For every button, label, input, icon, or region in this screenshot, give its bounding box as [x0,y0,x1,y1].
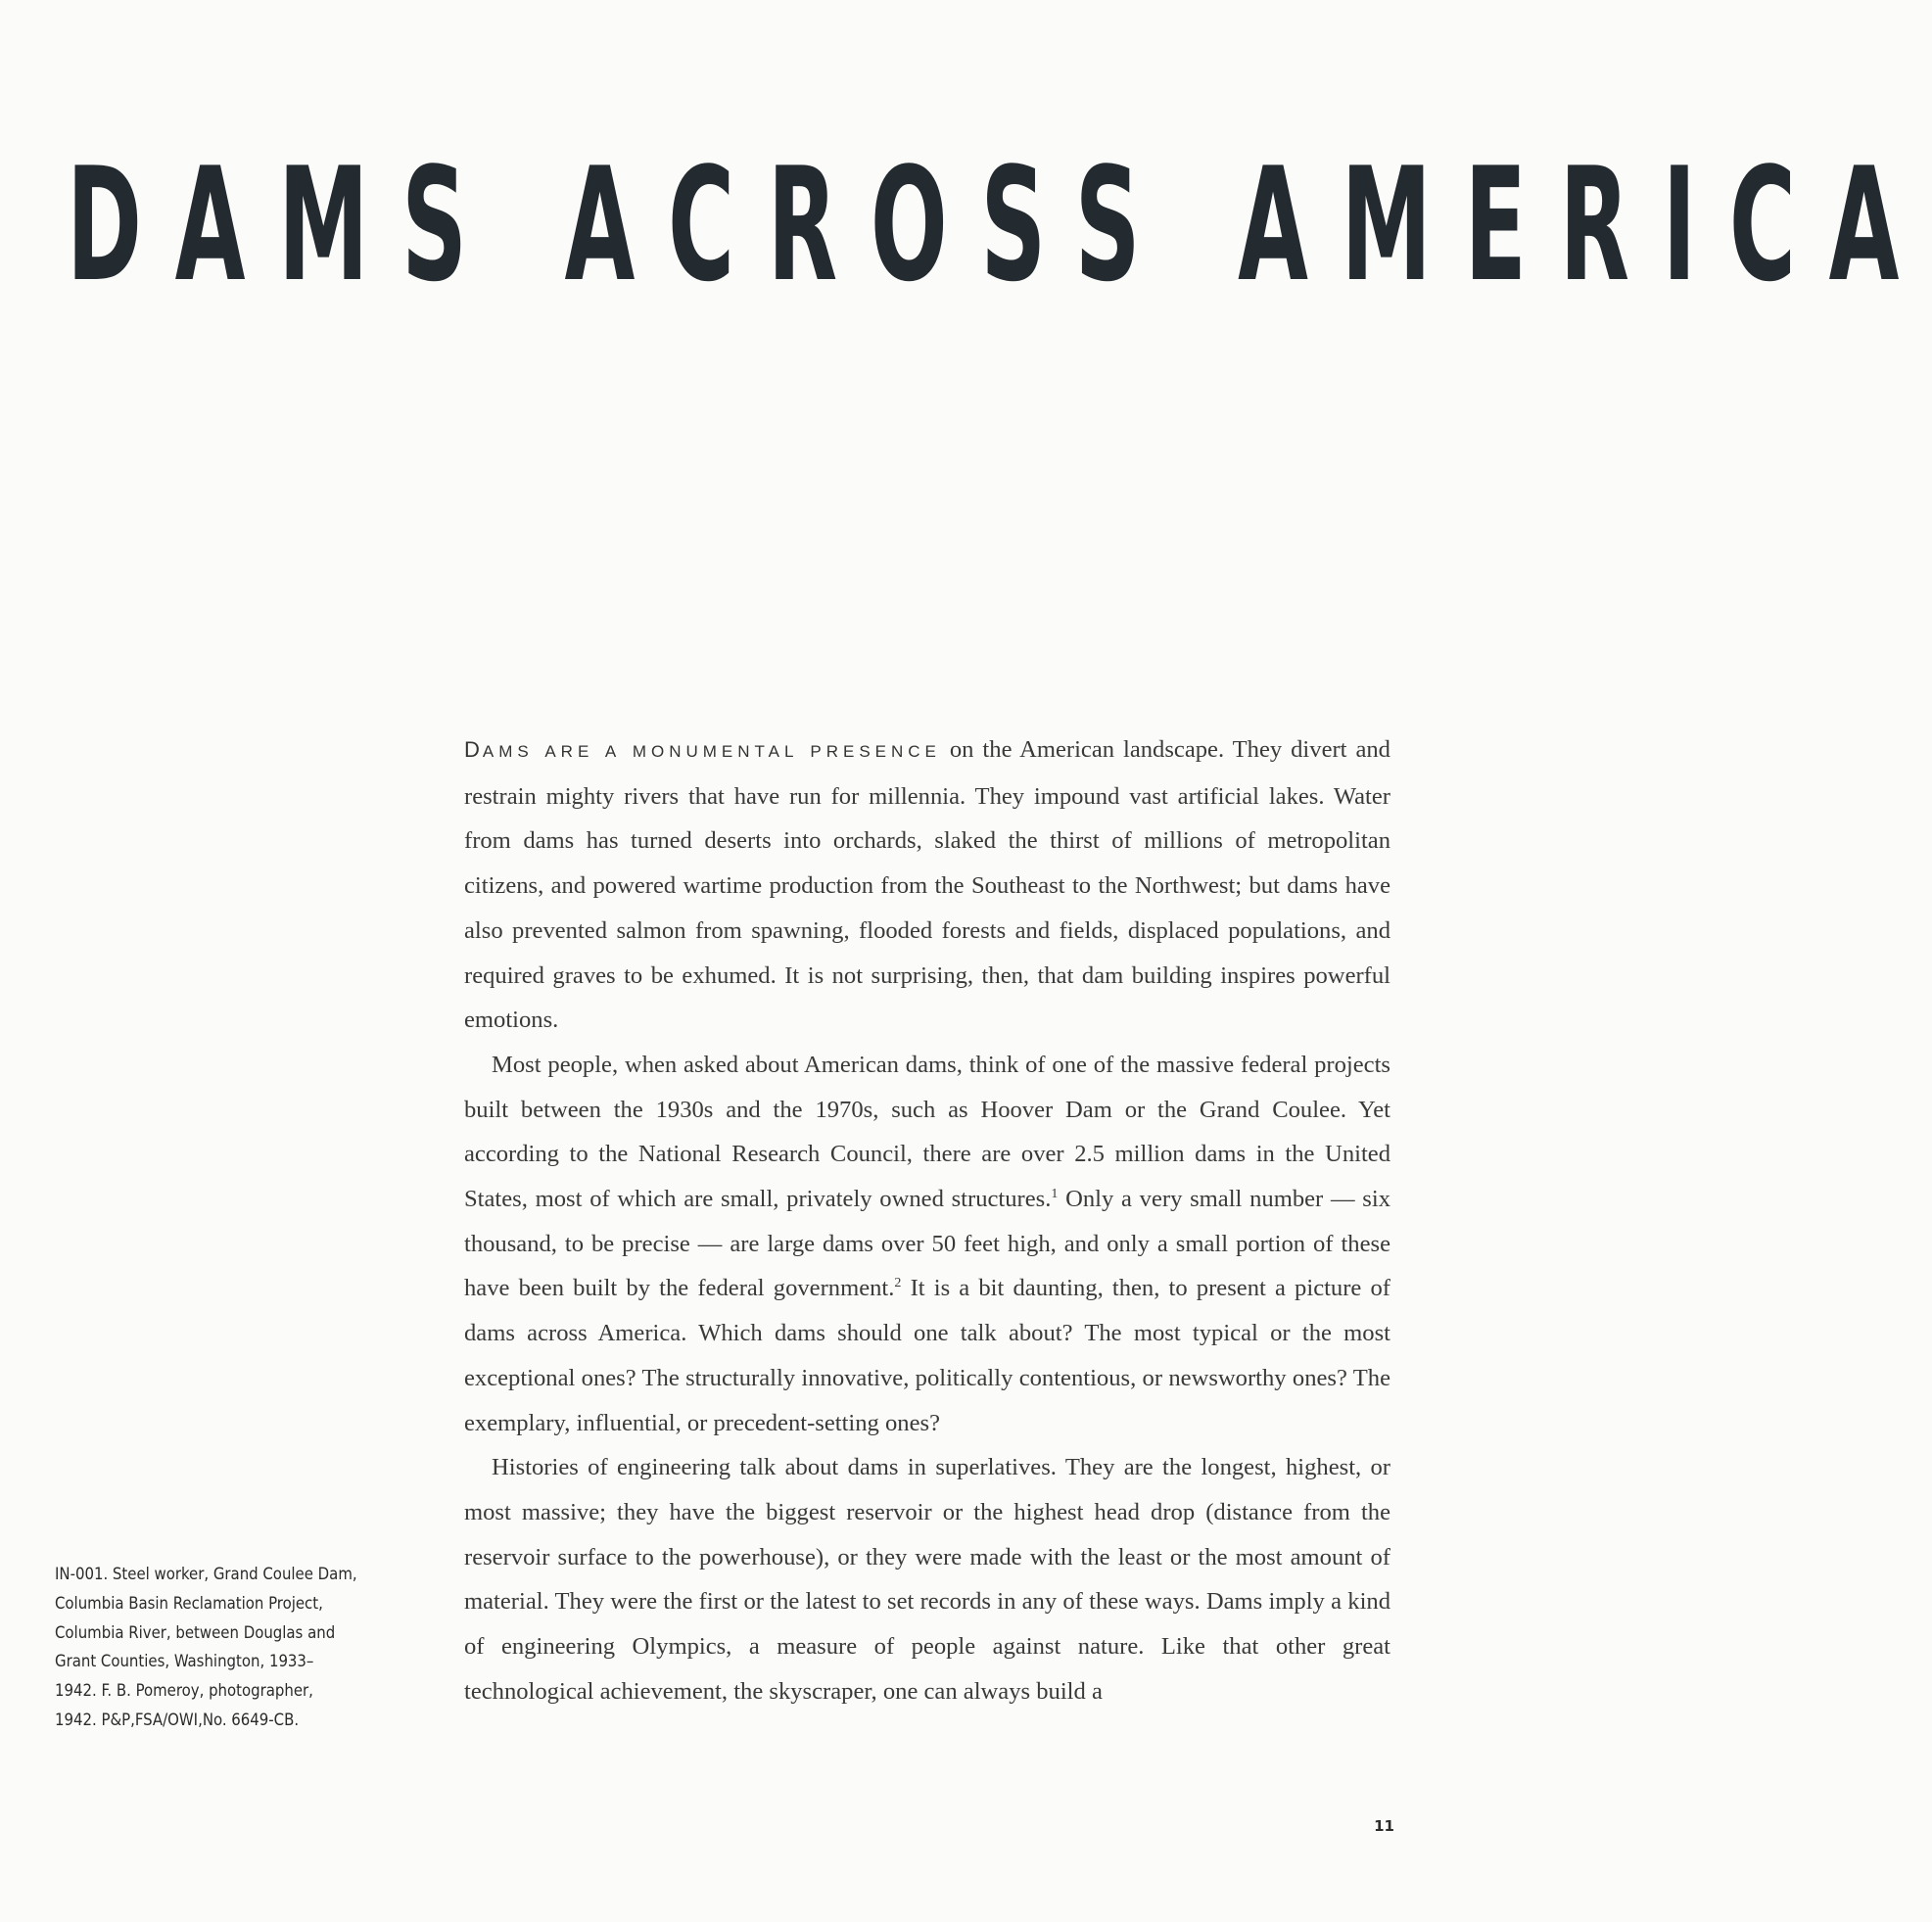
paragraph-1-text: on the American landscape. They divert and restrain mighty rivers that have run for millennia. They impound vast artificial lakes. Water from dams has turned deserts into orchards, slaked the thirst of millions of metropolitan citizens, and powered wartime production from the Southeast to the Northwest; but dams have also prevented salmon from spawning, flooded forests and fields, displaced populations, and required graves to be exhumed. It is not surprising, then, that dam building inspires powerful emotions. [464,736,1390,1034]
paragraph-2-text-b: Only a very small number — six thousand, to be precise — are large dams over 50 feet high, and only a small portion of these have been built by the federal government. [464,1186,1391,1302]
paragraph-2-text-c: It is a bit daunting, then, to present a picture of dams across America. Which dams should one talk about? The most typical or the most exceptional ones? The structurally innovative, politically contentious, or newsworthy ones? The exemplary, influential, or precedent-setting ones? [464,1275,1390,1436]
caption-line: Columbia Basin Reclamation Project, [55,1593,323,1613]
caption-line: 1942. F. B. Pomeroy, photographer, [55,1681,313,1701]
caption-line: 1942. P&P,FSA/OWI,No. 6649-CB. [55,1710,300,1729]
caption-line: Grant Counties, Washington, 1933– [55,1652,314,1671]
page-title: DAMS ACROSS AMERICA [67,133,1932,316]
footnote-ref-2: 2 [894,1276,902,1291]
lead-in [464,737,941,762]
caption-line: Columbia River, between Douglas and [55,1622,336,1642]
paragraph-2 [464,1043,1390,1445]
lead-in-smallcaps: AMS ARE A MONUMENTAL PRESENCE [482,742,941,761]
footnote-ref-1: 1 [1051,1187,1059,1202]
paragraph-2-text-a: Most people, when asked about American dams, think of one of the massive federal projects built between the 1930s and the 1970s, such as Hoover Dam or the Grand Coulee. Yet according to the National Research Council, there are over 2.5 million dams in the United States, most of which are small, privately owned structures. [464,1051,1390,1213]
caption-line: IN-001. Steel worker, Grand Coulee Dam, [55,1565,357,1583]
page-number: 11 [1374,1817,1394,1835]
paragraph-1 [464,727,1390,1043]
figure-caption [55,1560,417,1735]
paragraph-3: Histories of engineering talk about dams in superlatives. They are the longest, highest, or most massive; they have the biggest reservoir or the highest head drop (distance from the reservoir surface to the powerhouse), or they were made with the least or the most amount of material. They were the first or the latest to set records in any of these ways. Dams imply a kind of engineering Olympics, a measure of people against nature. Like that other great technological achievement, the skyscraper, one can always build a [464,1454,1390,1705]
lead-in-initial: D [464,737,483,762]
body-text [464,727,1390,1713]
